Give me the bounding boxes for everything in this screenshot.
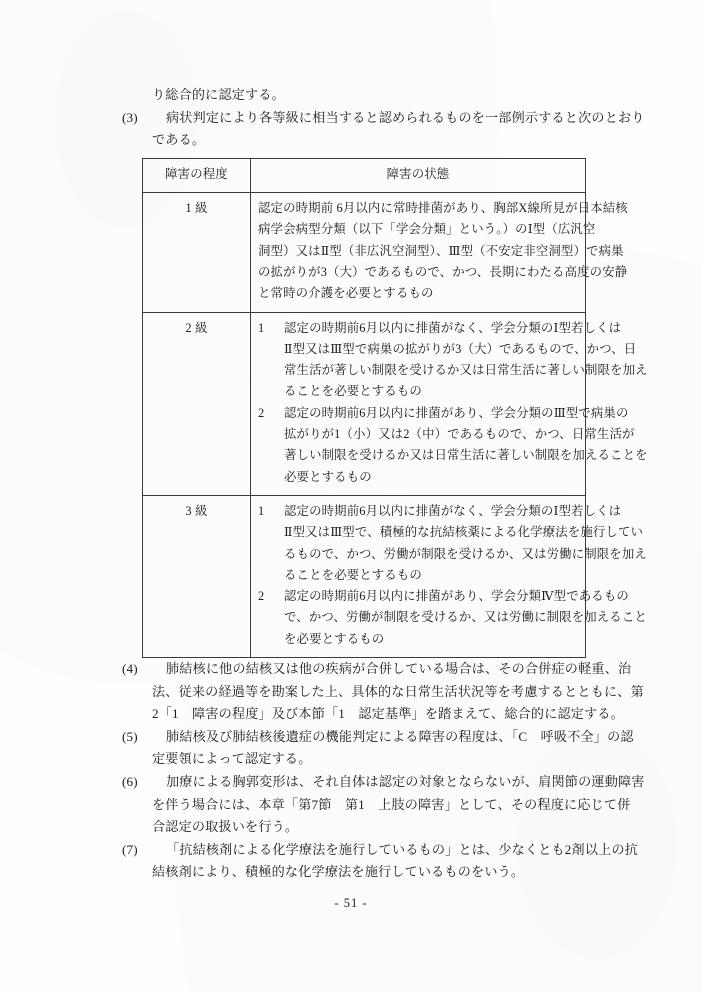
text-line: の拡がりが3（大）であるもので、かつ、長期にわたる高度の安静 — [258, 264, 628, 279]
paragraph-4 — [122, 658, 644, 726]
text-line: ることを必要とするもの — [284, 567, 422, 582]
text-line: 洞型）又はⅡ型（非広汎空洞型）、Ⅲ型（不安定非空洞型）で病巣 — [258, 243, 624, 258]
text-line: 認定の時期前6月以内に排菌があり、学会分類のⅢ型で病巣の — [284, 405, 629, 420]
paragraph-body — [152, 726, 634, 771]
text-line: 著しい制限を受けるか又は日常生活に著しい制限を加えることを — [284, 448, 648, 463]
state-item-number: 1 — [258, 320, 265, 335]
text-line: 病学会病型分類（以下「学会分類」という。）のⅠ型（広汎空 — [258, 222, 596, 237]
table-row — [143, 495, 586, 657]
paragraph-marker: (6) — [122, 773, 138, 789]
text-line: 肺結核に他の結核又は他の疾病が合併している場合は、その合併症の軽重、治 — [166, 661, 632, 677]
text-line: で、かつ、労働が制限を受けるか、又は労働に制限を加えること — [284, 610, 647, 625]
grade-label: 3 級 — [143, 495, 251, 657]
text-line: 法、従来の経過等を勘案した上、具体的な日常生活状況等を考慮するとともに、第 — [152, 683, 644, 699]
disability-grade-table — [142, 158, 648, 658]
paragraph-body — [152, 839, 638, 884]
text-line: 認定の時期前6月以内に排菌があり、学会分類Ⅳ型であるもの — [284, 589, 629, 604]
state-item-text — [284, 501, 647, 586]
text-line: 肺結核及び肺結核後遺症の機能判定による障害の程度は、「C 呼吸不全」の認 — [166, 728, 634, 744]
state-item — [258, 501, 647, 586]
text-line: 必要とするもの — [284, 469, 372, 484]
state-item-text — [284, 318, 648, 403]
text-line: 2「1 障害の程度」及び本節「1 認定基準」を踏まえて、総合的に認定する。 — [152, 706, 624, 722]
table-row — [143, 312, 586, 495]
text-line: 結核剤により、積極的な化学療法を施行しているものをいう。 — [152, 864, 525, 880]
paragraph-3-line-1: 病状判定により各等級に相当すると認められるものを一部例示すると次のとおり — [166, 109, 645, 125]
text-line: Ⅱ型又はⅢ型で、積極的な抗結核薬による化学療法を施行してい — [284, 525, 644, 540]
header-grade: 障害の程度 — [143, 158, 251, 192]
state-item-text — [284, 586, 647, 650]
document-content — [122, 84, 648, 884]
paragraph-body — [152, 658, 644, 726]
text-line: 拡がりが1（小）又は2（中）であるもので、かつ、日常生活が — [284, 427, 635, 442]
grade-label: 1 級 — [143, 193, 251, 312]
state-item-number: 2 — [258, 589, 265, 604]
text-line: 常生活が著しい制限を受けるか又は日常生活に著しい制限を加え — [284, 363, 648, 378]
text-line: 「抗結核剤による化学療法を施行しているもの」とは、少なくとも2剤以上の抗 — [166, 841, 639, 857]
table-body — [143, 193, 648, 658]
state-item — [258, 318, 648, 403]
text-line: 合認定の取扱いを行う。 — [152, 819, 299, 835]
page-number: - 51 - — [334, 896, 368, 910]
state-item — [258, 586, 647, 650]
text-line: を伴う場合には、本章「第7節 第1 上肢の障害」として、その程度に応じて併 — [152, 796, 631, 812]
paragraph-marker: (7) — [122, 841, 138, 857]
paragraph-5 — [122, 726, 634, 771]
numbered-items — [122, 658, 645, 884]
text-line: 認定の時期前6月以内に排菌がなく、学会分類のⅠ型若しくは — [284, 320, 622, 335]
paragraph-3-marker: (3) — [122, 109, 138, 125]
state-description — [251, 193, 628, 312]
lead-paragraph: り総合的に認定する。 — [152, 87, 285, 102]
state-item — [258, 403, 648, 488]
text-line: と常時の介護を必要とするもの — [258, 286, 434, 301]
header-state: 障害の状態 — [251, 158, 586, 192]
paragraph-body — [152, 771, 645, 839]
paragraph-marker: (5) — [122, 728, 138, 744]
text-line: を必要とするもの — [284, 631, 385, 646]
table-header-row — [143, 158, 586, 192]
state-item-number: 1 — [258, 503, 265, 518]
state-description — [251, 495, 647, 657]
grade-label: 2 級 — [143, 312, 251, 495]
text-line: Ⅱ型又はⅢ型で病巣の拡がりが3（大）であるもので、かつ、日 — [284, 341, 637, 356]
text-line: 定要領によって認定する。 — [152, 751, 312, 767]
paragraph-6 — [122, 771, 645, 839]
paragraph-3-line-2: である。 — [152, 132, 206, 148]
table-row — [143, 193, 586, 312]
text-line: ることを必要とするもの — [284, 384, 422, 399]
text-line: るもので、かつ、労働が制限を受けるか、又は労働に制限を加え — [284, 546, 647, 561]
paragraph-3-body — [152, 107, 645, 152]
paragraph-3 — [122, 107, 645, 152]
state-description — [251, 312, 648, 495]
state-item-text — [284, 403, 648, 488]
text-line: 認定の時期前6月以内に排菌がなく、学会分類のⅠ型若しくは — [284, 503, 622, 518]
text-line: 加療による胸郭変形は、それ自体は認定の対象とならないが、肩関節の運動障害 — [166, 773, 645, 789]
state-item-number: 2 — [258, 405, 265, 420]
paragraph-marker: (4) — [122, 661, 138, 677]
text-line: 認定の時期前 6月以内に常時排菌があり、胸部X線所見が日本結核 — [258, 201, 628, 216]
paragraph-7 — [122, 839, 639, 884]
